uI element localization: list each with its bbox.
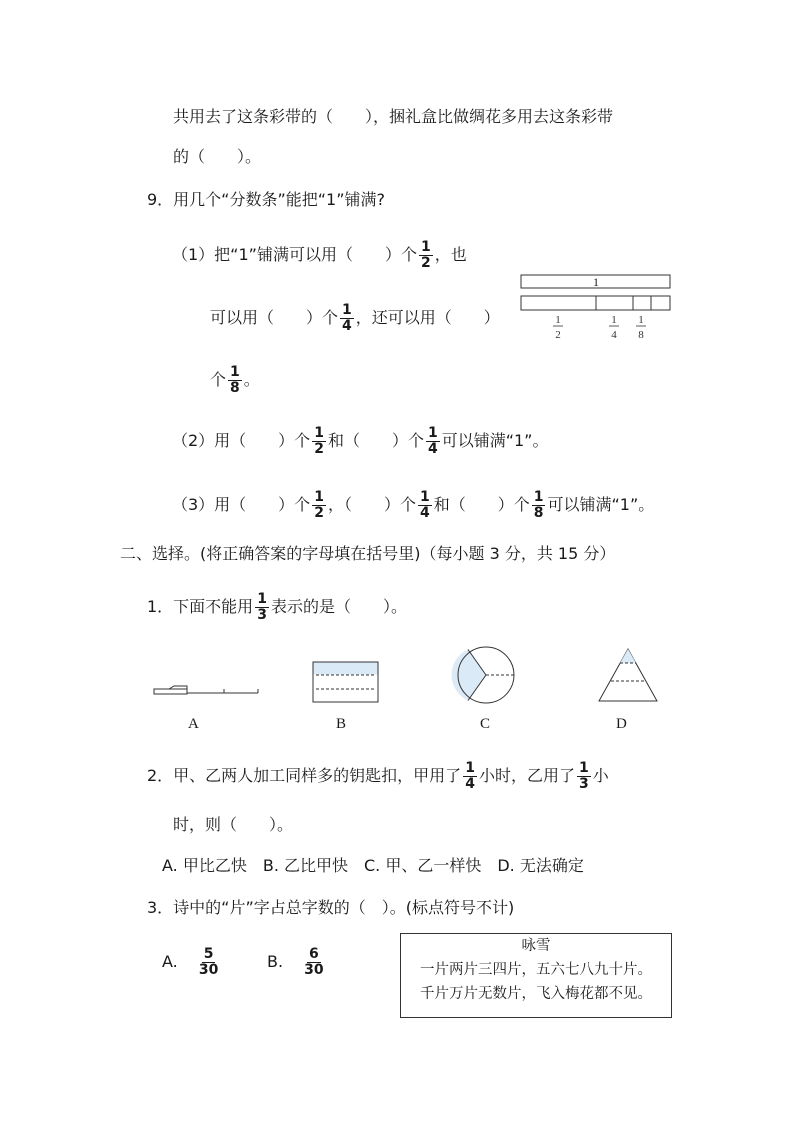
- poem-box: [400, 933, 672, 1018]
- q8-line2: 的（ ）。: [173, 147, 262, 166]
- poem-title: 咏雪: [521, 938, 551, 954]
- c1-option-a: A: [188, 716, 199, 732]
- denominator: 8: [230, 380, 240, 396]
- numerator: 1: [230, 364, 240, 380]
- q9-p1-f: 。: [243, 370, 260, 389]
- denominator: 2: [420, 255, 431, 271]
- c1-b: 表示的是（ ）。: [270, 597, 407, 616]
- q9-p2-a: （2）用（ ）个: [172, 431, 311, 450]
- q9-p1-line2: [210, 303, 500, 334]
- fraction-eighth: [532, 490, 546, 521]
- c3-option-b: [267, 947, 328, 978]
- numerator: 1: [578, 760, 589, 776]
- c1-option-b: B: [336, 716, 347, 732]
- q9-p3-d: 可以铺满“1”。: [547, 495, 655, 514]
- fraction-eighth: [228, 365, 242, 396]
- fraction-half: [419, 240, 433, 271]
- denominator: 8: [533, 505, 544, 521]
- q9-p1-c: 可以用（ ）个: [210, 308, 339, 327]
- c2-c: 小: [592, 766, 609, 785]
- q9-p1-e: 个: [210, 370, 227, 389]
- fraction-quarter: [426, 426, 440, 457]
- fraction-quarter: [418, 490, 432, 521]
- q9-p3-a: （3）用（ ）个: [172, 495, 311, 514]
- fraction-quarter: [340, 303, 354, 334]
- numerator: 1: [314, 489, 324, 505]
- q9-p2-c: 可以铺满“1”。: [441, 431, 549, 450]
- option-letter: B.: [267, 952, 284, 971]
- figure-c-circle: [452, 647, 514, 703]
- denominator: 2: [314, 505, 324, 521]
- bar-label-half-num: 1: [555, 314, 561, 326]
- denominator: 2: [314, 441, 324, 457]
- c3-stem: 3．诗中的“片”字占总字数的（ ）。(标点符号不计): [147, 898, 515, 917]
- bar-label-quarter-num: 1: [611, 314, 617, 326]
- poem-line2: 千片万片无数片，飞入梅花都不见。: [420, 986, 652, 1002]
- q9-p1-line1: [172, 240, 467, 271]
- figure-b-rectangle: [313, 662, 378, 702]
- denominator: 4: [419, 505, 430, 521]
- numerator: 1: [427, 425, 438, 441]
- denominator: 30: [198, 962, 219, 978]
- bar-label-half-den: 2: [555, 329, 561, 341]
- denominator: 4: [342, 318, 352, 334]
- q9-p1-line3: [210, 365, 260, 396]
- bar-label-eighth-den: 8: [638, 329, 644, 341]
- c2-a: 2．甲、乙两人加工同样多的钥匙扣，甲用了: [147, 766, 462, 785]
- c2-stem-line1: [147, 761, 609, 792]
- bar-labels: [553, 314, 646, 341]
- numerator: 1: [342, 302, 352, 318]
- fraction-half: [312, 426, 326, 457]
- c1-figures: [150, 645, 680, 710]
- fraction-bar-diagram: [518, 272, 674, 344]
- c2-stem-line2: 时，则（ ）。: [173, 815, 294, 834]
- option-letter: A.: [162, 952, 178, 971]
- c1-stem: [147, 592, 407, 623]
- numerator: 1: [465, 760, 475, 776]
- fraction-quarter: [463, 761, 477, 792]
- denominator: 4: [465, 776, 475, 792]
- denominator: 3: [257, 607, 267, 623]
- q9-p2-b: 和（ ）个: [327, 431, 424, 450]
- fraction-third: [255, 592, 269, 623]
- fraction-half: [312, 490, 326, 521]
- c1-option-c: C: [480, 716, 491, 732]
- q9-p1-a: （1）把“1”铺满可以用（ ）个: [172, 245, 417, 264]
- numerator: 6: [309, 946, 319, 962]
- numerator: 1: [314, 425, 324, 441]
- bar-label-eighth-num: 1: [638, 314, 644, 326]
- fraction-five-thirtieths: [197, 947, 220, 978]
- whole-bar-label: 1: [593, 275, 599, 289]
- q8-line1: 共用去了这条彩带的（ ），捆礼盒比做绸花多用去这条彩带: [173, 107, 614, 126]
- numerator: 1: [257, 591, 267, 607]
- q9-p2: [172, 426, 548, 457]
- section-title: 二、选择。(将正确答案的字母填在括号里)（每小题 3 分，共 15 分）: [120, 544, 616, 563]
- q9-p3: [172, 490, 654, 521]
- c1-option-d: D: [616, 716, 627, 732]
- c1-a: 1．下面不能用: [147, 597, 254, 616]
- bar-label-quarter-den: 4: [611, 329, 617, 341]
- figure-d-triangle: [599, 649, 657, 701]
- numerator: 5: [203, 946, 214, 962]
- numerator: 1: [420, 239, 431, 255]
- denominator: 30: [304, 962, 324, 978]
- c2-options: A. 甲比乙快 B. 乙比甲快 C. 甲、乙一样快 D. 无法确定: [162, 856, 584, 875]
- c3-option-a: [162, 947, 222, 978]
- q9-p1-b: ，也: [434, 245, 467, 264]
- poem-line1: 一片两片三四片，五六七八九十片。: [420, 962, 652, 978]
- q9-p3-b: ，（ ）个: [327, 495, 416, 514]
- c2-b: 小时，乙用了: [478, 766, 575, 785]
- fraction-six-thirtieths: [302, 947, 325, 978]
- denominator: 3: [578, 776, 589, 792]
- q9-title: 9．用几个“分数条”能把“1”铺满?: [147, 190, 386, 209]
- figure-a-segment: [154, 686, 258, 694]
- denominator: 4: [427, 441, 438, 457]
- fraction-third: [577, 761, 591, 792]
- numerator: 1: [419, 489, 430, 505]
- q9-p1-d: ，还可以用（ ）: [355, 308, 500, 327]
- q9-p3-c: 和（ ）个: [433, 495, 530, 514]
- numerator: 1: [533, 489, 544, 505]
